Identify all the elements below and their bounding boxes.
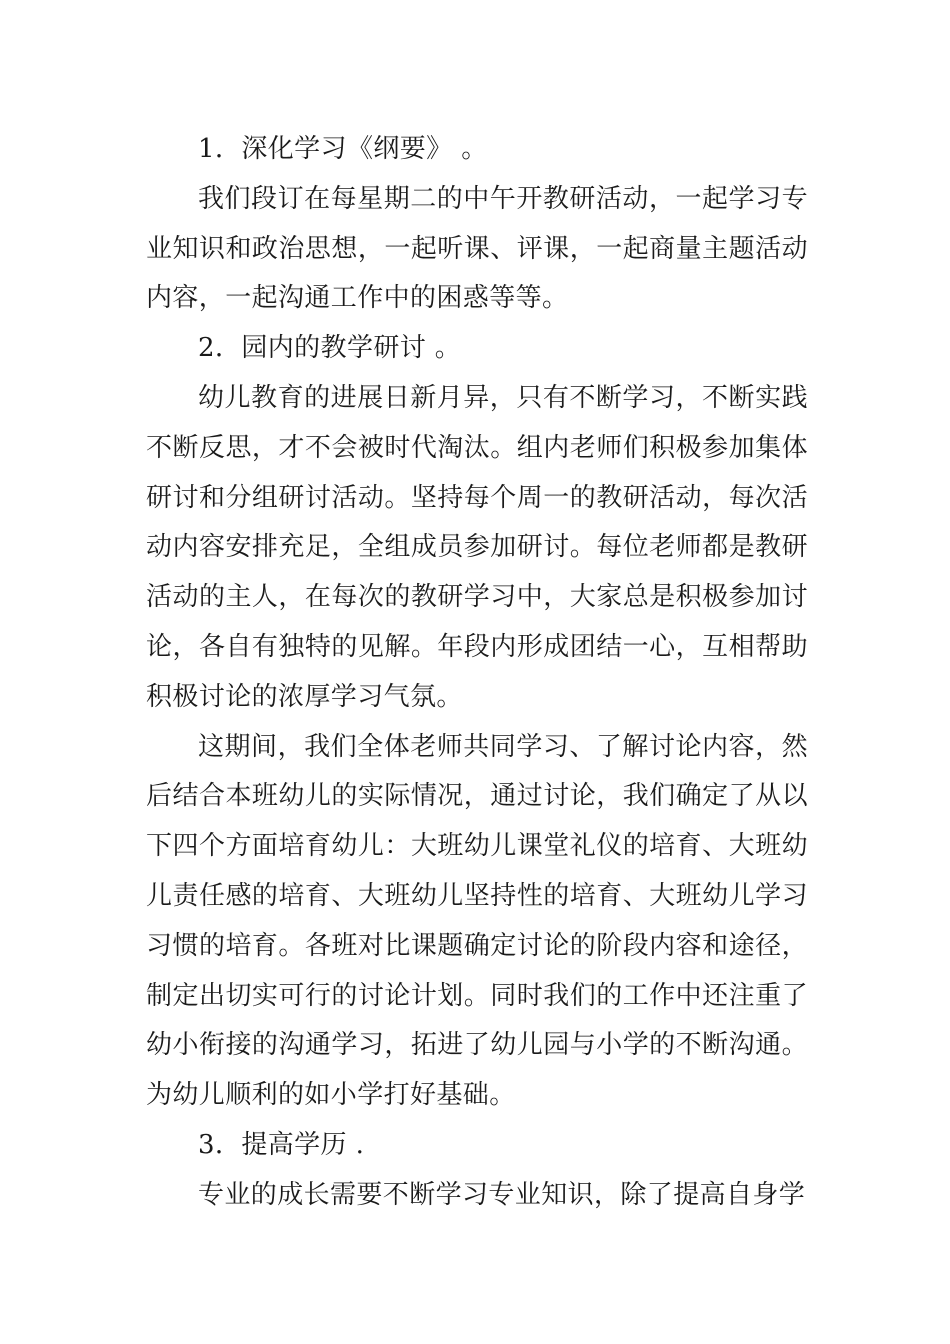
paragraph: 专业的成长需要不断学习专业知识，除了提高自身学 bbox=[198, 1179, 806, 1210]
section-heading-1: 1．深化学习《纲要》 。 bbox=[198, 134, 488, 164]
paragraph: 我们段订在每星期二的中午开教研活动，一起学习专业知识和政治思想，一起听课、评课，一起商量主题活动内容，一起沟通工作中的困惑等等。 bbox=[146, 183, 808, 314]
document-body bbox=[146, 125, 808, 1221]
section-heading-2: 2．园内的教学研讨 。 bbox=[198, 333, 462, 364]
section-heading-3: 3．提高学历 . bbox=[198, 1129, 365, 1160]
paragraph: 这期间，我们全体老师共同学习、了解讨论内容，然后结合本班幼儿的实际情况，通过讨论，我们确定了从以下四个方面培育幼儿：大班幼儿课堂礼仪的培育、大班幼儿责任感的培育、大班幼儿坚持性的培育、大班幼儿学习习惯的培育。各班对比课题确定讨论的阶段内容和途径，制定出切实可行的讨论计划。同时我们的工作中还注重了幼小衔接的沟通学习，拓进了幼儿园与小学的不断沟通。为幼儿顺利的如小学打好基础。 bbox=[146, 731, 808, 1111]
paragraph: 幼儿教育的进展日新月异，只有不断学习，不断实践不断反思，才不会被时代淘汰。组内老师们积极参加集体研讨和分组研讨活动。坚持每个周一的教研活动，每次活动内容安排充足，全组成员参加研讨。每位老师都是教研活动的主人，在每次的教研学习中，大家总是积极参加讨论，各自有独特的见解。年段内形成团结一心，互相帮助积极讨论的浓厚学习气氛。 bbox=[146, 382, 808, 712]
